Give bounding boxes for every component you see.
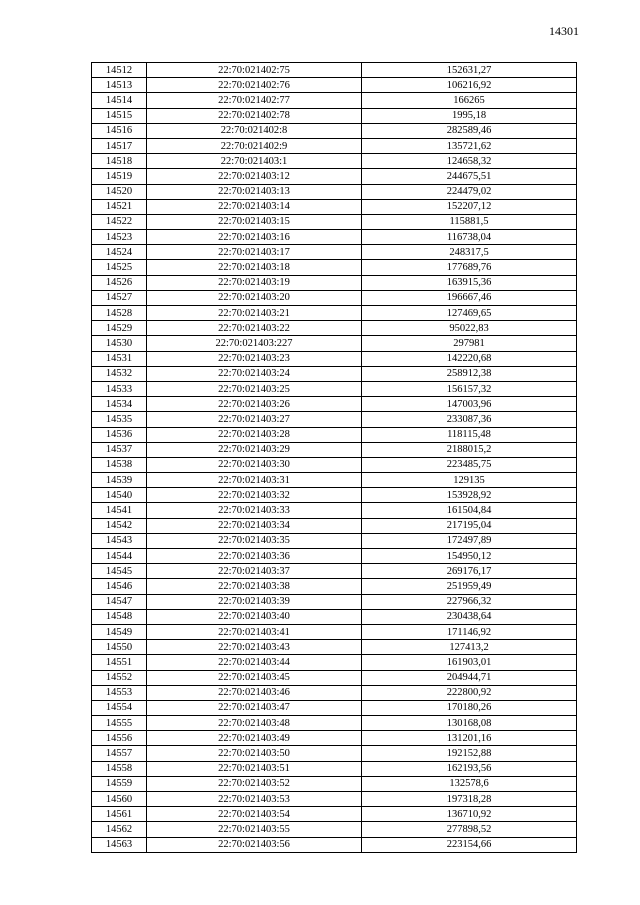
row-number-cell: 14515 [92,108,147,123]
table-row [92,321,577,336]
cadastral-number-cell: 22:70:021403:40 [147,609,362,624]
cadastral-number-cell: 22:70:021403:48 [147,716,362,731]
row-number-cell: 14545 [92,564,147,579]
row-number-cell: 14529 [92,321,147,336]
cadastral-number-cell: 22:70:021403:43 [147,640,362,655]
cadastral-number-cell: 22:70:021403:26 [147,397,362,412]
cadastral-number-cell: 22:70:021403:17 [147,245,362,260]
table-row [92,640,577,655]
cadastral-number-cell: 22:70:021403:1 [147,154,362,169]
table-row [92,306,577,321]
row-number-cell: 14539 [92,473,147,488]
value-cell: 177689,76 [362,260,577,275]
value-cell: 147003,96 [362,397,577,412]
value-cell: 2188015,2 [362,442,577,457]
row-number-cell: 14523 [92,230,147,245]
row-number-cell: 14563 [92,837,147,852]
value-cell: 224479,02 [362,184,577,199]
row-number-cell: 14513 [92,78,147,93]
table-row [92,564,577,579]
row-number-cell: 14543 [92,533,147,548]
row-number-cell: 14531 [92,351,147,366]
value-cell: 127469,65 [362,306,577,321]
table-row [92,503,577,518]
table-row [92,518,577,533]
row-number-cell: 14550 [92,640,147,655]
table-row [92,533,577,548]
row-number-cell: 14560 [92,792,147,807]
table-row [92,716,577,731]
cadastral-number-cell: 22:70:021403:50 [147,746,362,761]
table-row [92,670,577,685]
cadastral-number-cell: 22:70:021403:24 [147,366,362,381]
value-cell: 161504,84 [362,503,577,518]
row-number-cell: 14536 [92,427,147,442]
cadastral-number-cell: 22:70:021403:28 [147,427,362,442]
table-row [92,138,577,153]
row-number-cell: 14527 [92,290,147,305]
value-cell: 244675,51 [362,169,577,184]
cadastral-number-cell: 22:70:021403:39 [147,594,362,609]
cadastral-number-cell: 22:70:021403:44 [147,655,362,670]
cadastral-number-cell: 22:70:021403:54 [147,807,362,822]
row-number-cell: 14516 [92,123,147,138]
table-row [92,230,577,245]
row-number-cell: 14518 [92,154,147,169]
value-cell: 152207,12 [362,199,577,214]
table-row [92,473,577,488]
value-cell: 196667,46 [362,290,577,305]
cadastral-number-cell: 22:70:021403:53 [147,792,362,807]
table-row [92,837,577,852]
value-cell: 95022,83 [362,321,577,336]
row-number-cell: 14558 [92,761,147,776]
cadastral-number-cell: 22:70:021403:15 [147,214,362,229]
row-number-cell: 14521 [92,199,147,214]
row-number-cell: 14526 [92,275,147,290]
cadastral-number-cell: 22:70:021403:227 [147,336,362,351]
row-number-cell: 14512 [92,63,147,78]
cadastral-number-cell: 22:70:021403:22 [147,321,362,336]
row-number-cell: 14524 [92,245,147,260]
table-row [92,609,577,624]
table-row [92,655,577,670]
row-number-cell: 14561 [92,807,147,822]
cadastral-number-cell: 22:70:021403:18 [147,260,362,275]
cadastral-number-cell: 22:70:021403:34 [147,518,362,533]
table-row [92,807,577,822]
row-number-cell: 14562 [92,822,147,837]
row-number-cell: 14520 [92,184,147,199]
cadastral-number-cell: 22:70:021402:9 [147,138,362,153]
table-row [92,154,577,169]
table-row [92,594,577,609]
value-cell: 277898,52 [362,822,577,837]
row-number-cell: 14556 [92,731,147,746]
table-row [92,579,577,594]
row-number-cell: 14519 [92,169,147,184]
cadastral-number-cell: 22:70:021403:41 [147,624,362,639]
cadastral-number-cell: 22:70:021403:27 [147,412,362,427]
table-row [92,776,577,791]
cadastral-number-cell: 22:70:021403:47 [147,700,362,715]
row-number-cell: 14522 [92,214,147,229]
value-cell: 130168,08 [362,716,577,731]
row-number-cell: 14542 [92,518,147,533]
cadastral-number-cell: 22:70:021403:16 [147,230,362,245]
value-cell: 118115,48 [362,427,577,442]
table-body [92,63,577,853]
page-number: 14301 [549,24,579,38]
value-cell: 161903,01 [362,655,577,670]
value-cell: 162193,56 [362,761,577,776]
table-row [92,488,577,503]
cadastral-number-cell: 22:70:021403:46 [147,685,362,700]
table-row [92,427,577,442]
value-cell: 230438,64 [362,609,577,624]
value-cell: 197318,28 [362,792,577,807]
cadastral-number-cell: 22:70:021403:49 [147,731,362,746]
cadastral-number-cell: 22:70:021403:29 [147,442,362,457]
value-cell: 227966,32 [362,594,577,609]
row-number-cell: 14532 [92,366,147,381]
cadastral-number-cell: 22:70:021403:12 [147,169,362,184]
table-row [92,108,577,123]
table-row [92,290,577,305]
table-row [92,366,577,381]
row-number-cell: 14552 [92,670,147,685]
cadastral-number-cell: 22:70:021403:19 [147,275,362,290]
table-row [92,184,577,199]
row-number-cell: 14540 [92,488,147,503]
table-row [92,63,577,78]
row-number-cell: 14547 [92,594,147,609]
cadastral-number-cell: 22:70:021403:13 [147,184,362,199]
cadastral-number-cell: 22:70:021403:55 [147,822,362,837]
value-cell: 217195,04 [362,518,577,533]
cadastral-number-cell: 22:70:021403:23 [147,351,362,366]
value-cell: 142220,68 [362,351,577,366]
table-row [92,214,577,229]
value-cell: 297981 [362,336,577,351]
row-number-cell: 14528 [92,306,147,321]
table-row [92,336,577,351]
cadastral-number-cell: 22:70:021403:33 [147,503,362,518]
table-row [92,123,577,138]
row-number-cell: 14541 [92,503,147,518]
table-row [92,457,577,472]
row-number-cell: 14546 [92,579,147,594]
value-cell: 258912,38 [362,366,577,381]
cadastral-number-cell: 22:70:021403:52 [147,776,362,791]
cadastral-table [91,62,577,853]
value-cell: 166265 [362,93,577,108]
table-row [92,381,577,396]
row-number-cell: 14535 [92,412,147,427]
row-number-cell: 14557 [92,746,147,761]
row-number-cell: 14514 [92,93,147,108]
row-number-cell: 14534 [92,397,147,412]
table-row [92,624,577,639]
row-number-cell: 14530 [92,336,147,351]
cadastral-number-cell: 22:70:021403:31 [147,473,362,488]
cadastral-number-cell: 22:70:021403:56 [147,837,362,852]
value-cell: 192152,88 [362,746,577,761]
value-cell: 129135 [362,473,577,488]
row-number-cell: 14544 [92,549,147,564]
table-row [92,397,577,412]
row-number-cell: 14538 [92,457,147,472]
row-number-cell: 14549 [92,624,147,639]
value-cell: 156157,32 [362,381,577,396]
cadastral-number-cell: 22:70:021403:25 [147,381,362,396]
value-cell: 172497,89 [362,533,577,548]
table-row [92,351,577,366]
row-number-cell: 14525 [92,260,147,275]
table-row [92,245,577,260]
cadastral-number-cell: 22:70:021403:30 [147,457,362,472]
row-number-cell: 14548 [92,609,147,624]
value-cell: 124658,32 [362,154,577,169]
table-row [92,685,577,700]
row-number-cell: 14533 [92,381,147,396]
value-cell: 136710,92 [362,807,577,822]
cadastral-number-cell: 22:70:021403:21 [147,306,362,321]
row-number-cell: 14553 [92,685,147,700]
table-row [92,761,577,776]
table-row [92,412,577,427]
row-number-cell: 14537 [92,442,147,457]
table-row [92,199,577,214]
table-row [92,93,577,108]
value-cell: 154950,12 [362,549,577,564]
table-row [92,78,577,93]
row-number-cell: 14559 [92,776,147,791]
value-cell: 222800,92 [362,685,577,700]
value-cell: 153928,92 [362,488,577,503]
value-cell: 135721,62 [362,138,577,153]
cadastral-number-cell: 22:70:021402:8 [147,123,362,138]
value-cell: 115881,5 [362,214,577,229]
value-cell: 152631,27 [362,63,577,78]
table-row [92,792,577,807]
value-cell: 116738,04 [362,230,577,245]
cadastral-number-cell: 22:70:021403:32 [147,488,362,503]
cadastral-number-cell: 22:70:021403:51 [147,761,362,776]
value-cell: 127413,2 [362,640,577,655]
value-cell: 1995,18 [362,108,577,123]
value-cell: 223154,66 [362,837,577,852]
table-row [92,169,577,184]
cadastral-number-cell: 22:70:021402:78 [147,108,362,123]
cadastral-number-cell: 22:70:021403:20 [147,290,362,305]
row-number-cell: 14517 [92,138,147,153]
row-number-cell: 14551 [92,655,147,670]
value-cell: 282589,46 [362,123,577,138]
table-row [92,549,577,564]
cadastral-number-cell: 22:70:021403:14 [147,199,362,214]
value-cell: 170180,26 [362,700,577,715]
table-row [92,260,577,275]
cadastral-number-cell: 22:70:021403:38 [147,579,362,594]
value-cell: 131201,16 [362,731,577,746]
table-row [92,275,577,290]
cadastral-number-cell: 22:70:021403:45 [147,670,362,685]
value-cell: 223485,75 [362,457,577,472]
value-cell: 163915,36 [362,275,577,290]
cadastral-number-cell: 22:70:021403:36 [147,549,362,564]
table-row [92,746,577,761]
value-cell: 233087,36 [362,412,577,427]
value-cell: 251959,49 [362,579,577,594]
cadastral-number-cell: 22:70:021403:35 [147,533,362,548]
table-row [92,822,577,837]
row-number-cell: 14555 [92,716,147,731]
table-row [92,700,577,715]
cadastral-number-cell: 22:70:021402:77 [147,93,362,108]
cadastral-number-cell: 22:70:021402:75 [147,63,362,78]
value-cell: 106216,92 [362,78,577,93]
row-number-cell: 14554 [92,700,147,715]
value-cell: 248317,5 [362,245,577,260]
table-row [92,442,577,457]
value-cell: 204944,71 [362,670,577,685]
value-cell: 269176,17 [362,564,577,579]
table-row [92,731,577,746]
value-cell: 171146,92 [362,624,577,639]
cadastral-number-cell: 22:70:021402:76 [147,78,362,93]
cadastral-number-cell: 22:70:021403:37 [147,564,362,579]
value-cell: 132578,6 [362,776,577,791]
